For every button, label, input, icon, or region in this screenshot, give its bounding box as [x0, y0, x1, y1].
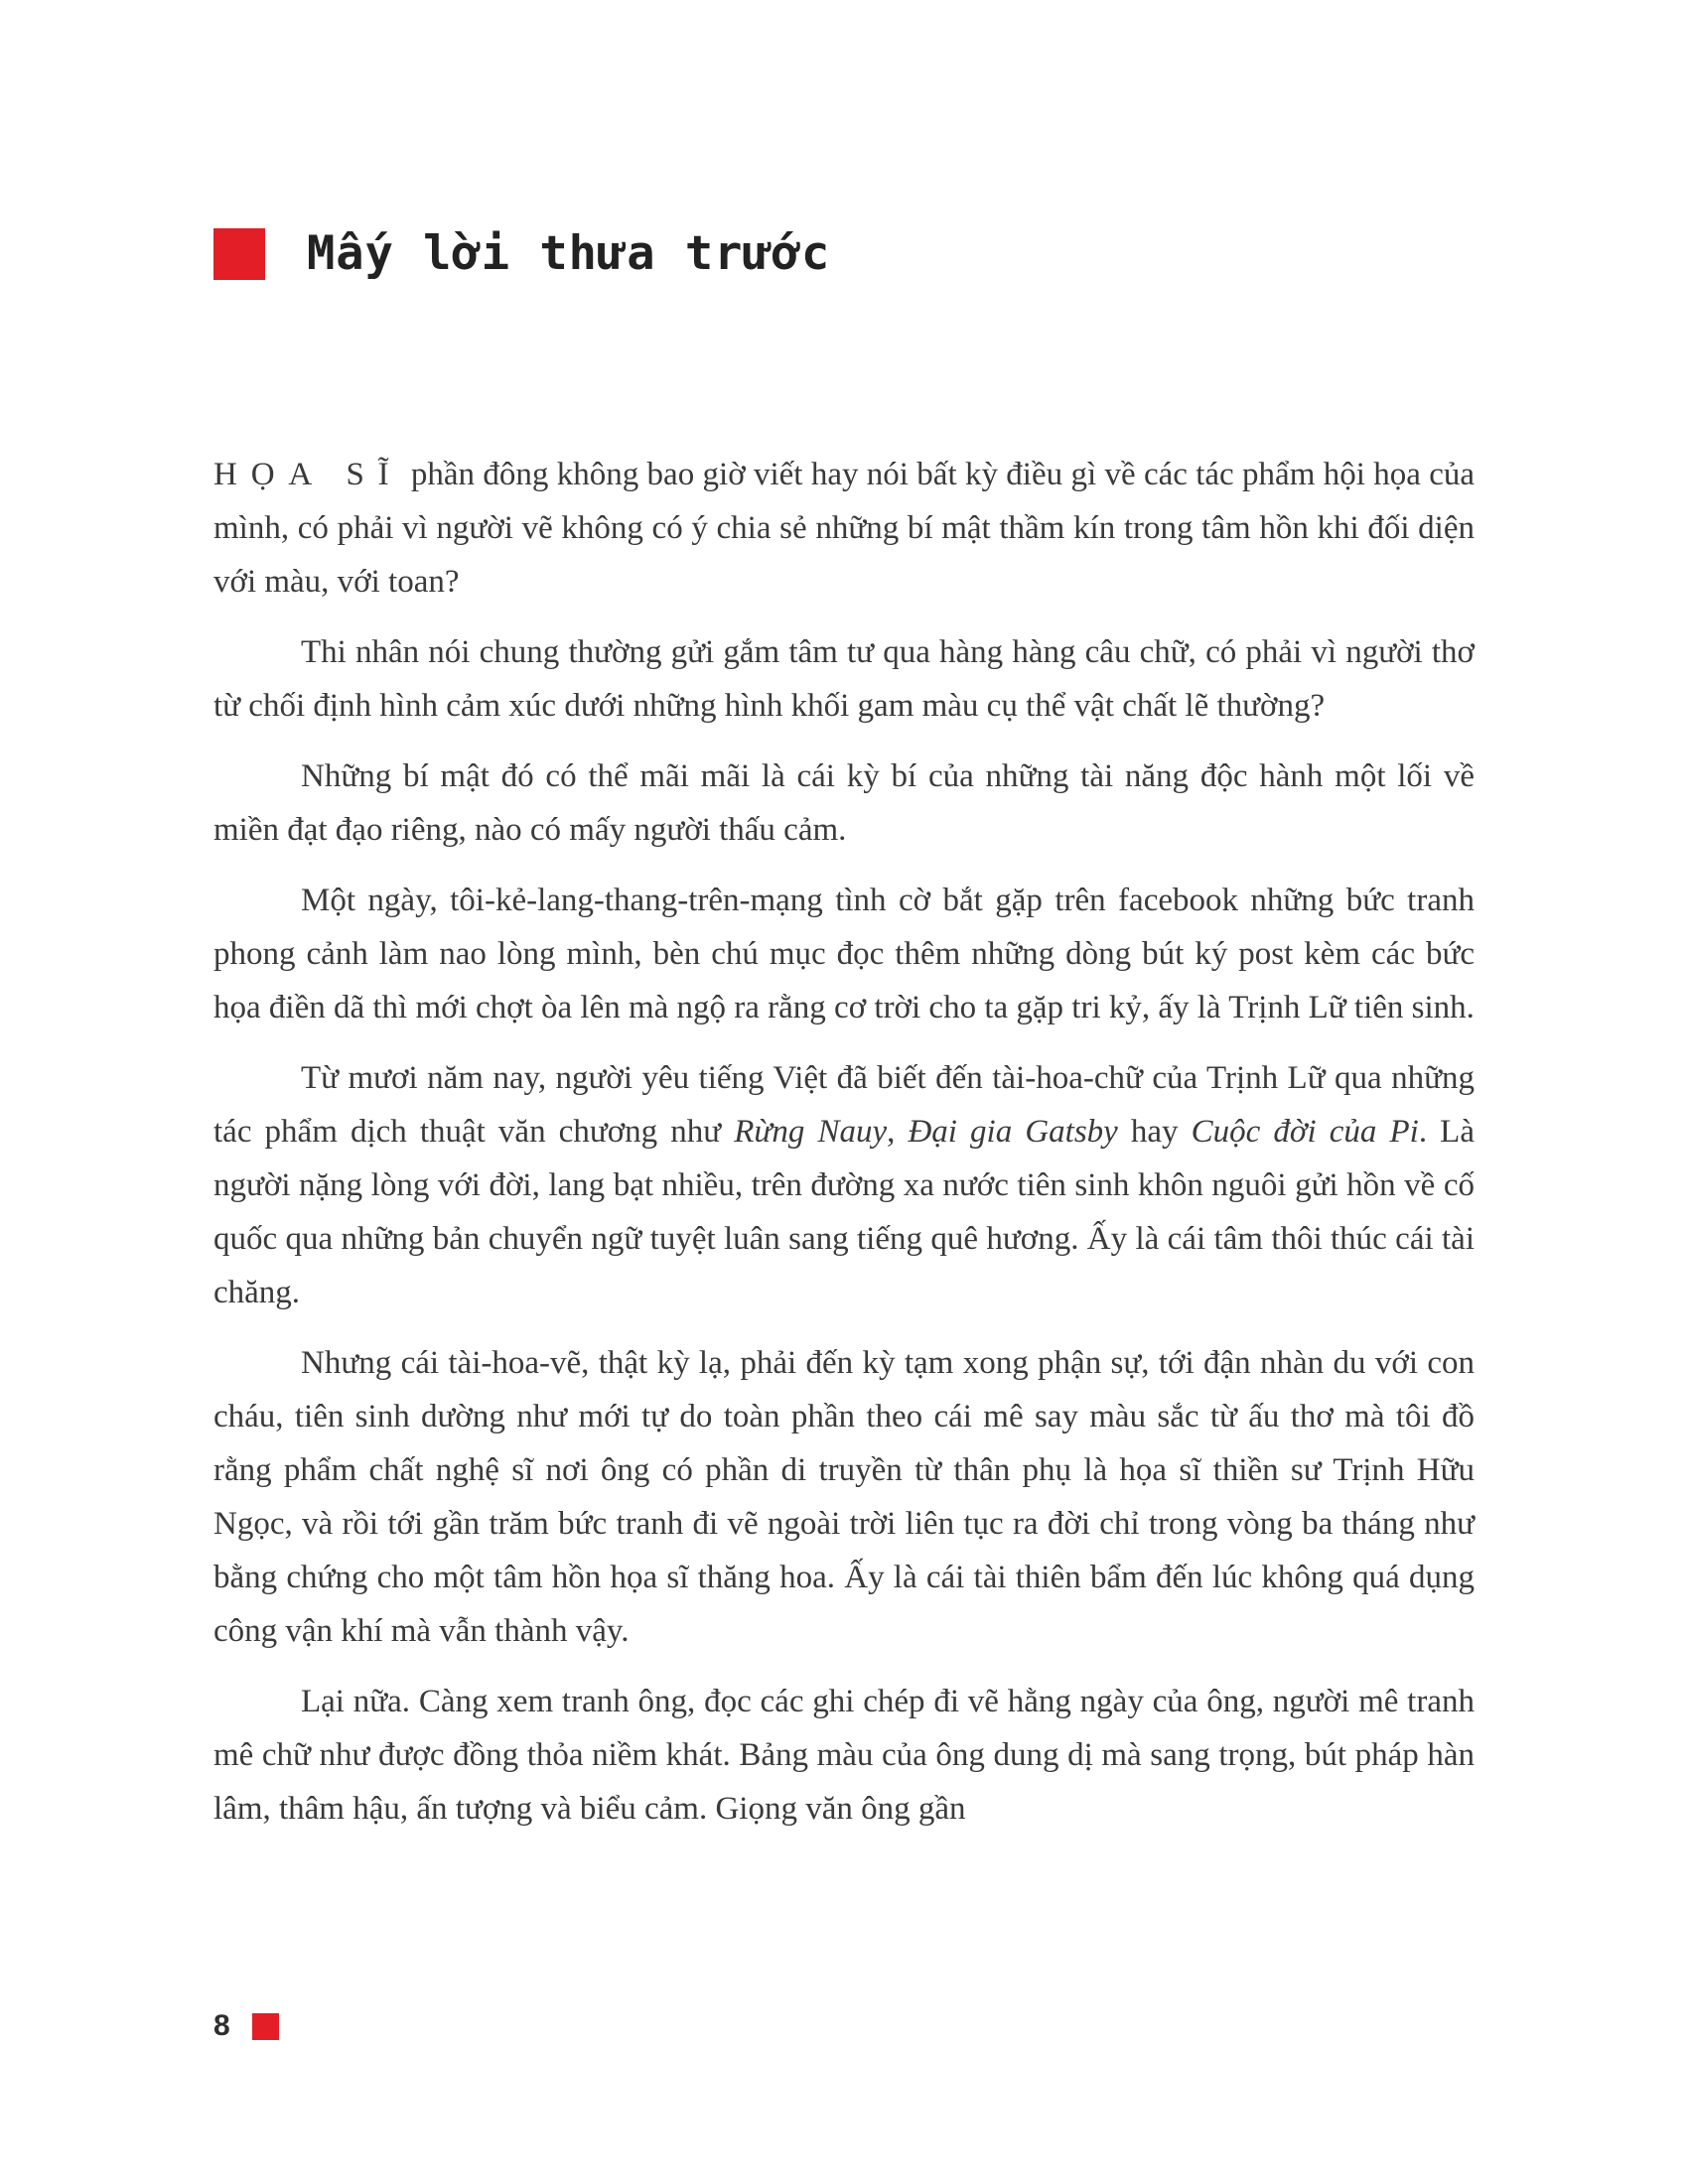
paragraph-run: Đại gia Gatsby: [908, 1114, 1118, 1150]
paragraph-run: Thi nhân nói chung thường gửi gắm tâm tư qua hàng hàng câu chữ, có phải vì người thơ từ chối định hình cảm xúc dưới những hình khối gam màu cụ thể vật chất lẽ thường?: [213, 634, 1475, 724]
paragraph-run: Rừng Nauy: [734, 1114, 888, 1150]
paragraph-run: ,: [887, 1114, 909, 1150]
paragraph-run: hay: [1117, 1114, 1192, 1150]
paragraph: [213, 750, 1475, 857]
paragraph: [213, 448, 1475, 609]
page-title: Mấy lời thưa trước: [307, 226, 831, 281]
title-accent-square-icon: [213, 228, 265, 280]
footer-accent-square-icon: [252, 2013, 279, 2040]
paragraph: [213, 625, 1475, 733]
paragraph-lead-in: HỌA SĨ: [213, 457, 403, 492]
paragraph-run: . Là người nặng lòng với đời, lang bạt nhiều, trên đường xa nước tiên sinh khôn nguôi gửi hồn về cố quốc qua những bản chuyển ngữ tuyệt luân sang tiếng quê hương. Ấy là cái tâm thôi thúc cái tài chăng.: [213, 1114, 1475, 1310]
title-section: [213, 0, 1475, 281]
paragraph: [213, 874, 1475, 1034]
page-number: 8: [213, 2009, 230, 2042]
paragraph-run: phần đông không bao giờ viết hay nói bất kỳ điều gì về các tác phẩm hội họa của mình, có phải vì người vẽ không có ý chia sẻ những bí mật thầm kín trong tâm hồn khi đối diện với màu, với toan?: [213, 457, 1475, 600]
paragraph-run: Một ngày, tôi-kẻ-lang-thang-trên-mạng tình cờ bắt gặp trên facebook những bức tranh phong cảnh làm nao lòng mình, bèn chú mục đọc thêm những dòng bút ký post kèm các bức họa điền dã thì mới chợt òa lên mà ngộ ra rằng cơ trời cho ta gặp tri kỷ, ấy là Trịnh Lữ tiên sinh.: [213, 883, 1475, 1025]
paragraph-run: Cuộc đời của Pi: [1191, 1114, 1419, 1150]
paragraph: [213, 1675, 1475, 1836]
paragraph: [213, 1336, 1475, 1658]
body-text: [213, 448, 1475, 1836]
paragraph-run: Những bí mật đó có thể mãi mãi là cái kỳ bí của những tài năng độc hành một lối về miền đạt đạo riêng, nào có mấy người thấu cảm.: [213, 758, 1475, 848]
page-footer: [213, 2009, 279, 2043]
paragraph-run: Từ mươi năm nay, người yêu tiếng Việt đã biết đến tài-hoa-chữ của Trịnh Lữ qua những tác phẩm dịch thuật văn chương như: [213, 1060, 1475, 1150]
paragraph: [213, 1051, 1475, 1319]
paragraph-run: Lại nữa. Càng xem tranh ông, đọc các ghi chép đi vẽ hằng ngày của ông, người mê tranh mê chữ như được đồng thỏa niềm khát. Bảng màu của ông dung dị mà sang trọng, bút pháp hàn lâm, thâm hậu, ấn tượng và biểu cảm. Giọng văn ông gần: [213, 1684, 1475, 1827]
paragraph-run: Nhưng cái tài-hoa-vẽ, thật kỳ lạ, phải đến kỳ tạm xong phận sự, tới đận nhàn du với con cháu, tiên sinh dường như mới tự do toàn phần theo cái mê say màu sắc từ ấu thơ mà tôi đồ rằng phẩm chất nghệ sĩ nơi ông có phần di truyền từ thân phụ là họa sĩ thiền sư Trịnh Hữu Ngọc, và rồi tới gần trăm bức tranh đi vẽ ngoài trời liên tục ra đời chỉ trong vòng ba tháng như bằng chứng cho một tâm hồn họa sĩ thăng hoa. Ấy là cái tài thiên bẩm đến lúc không quá dụng công vận khí mà vẫn thành vậy.: [213, 1345, 1475, 1649]
